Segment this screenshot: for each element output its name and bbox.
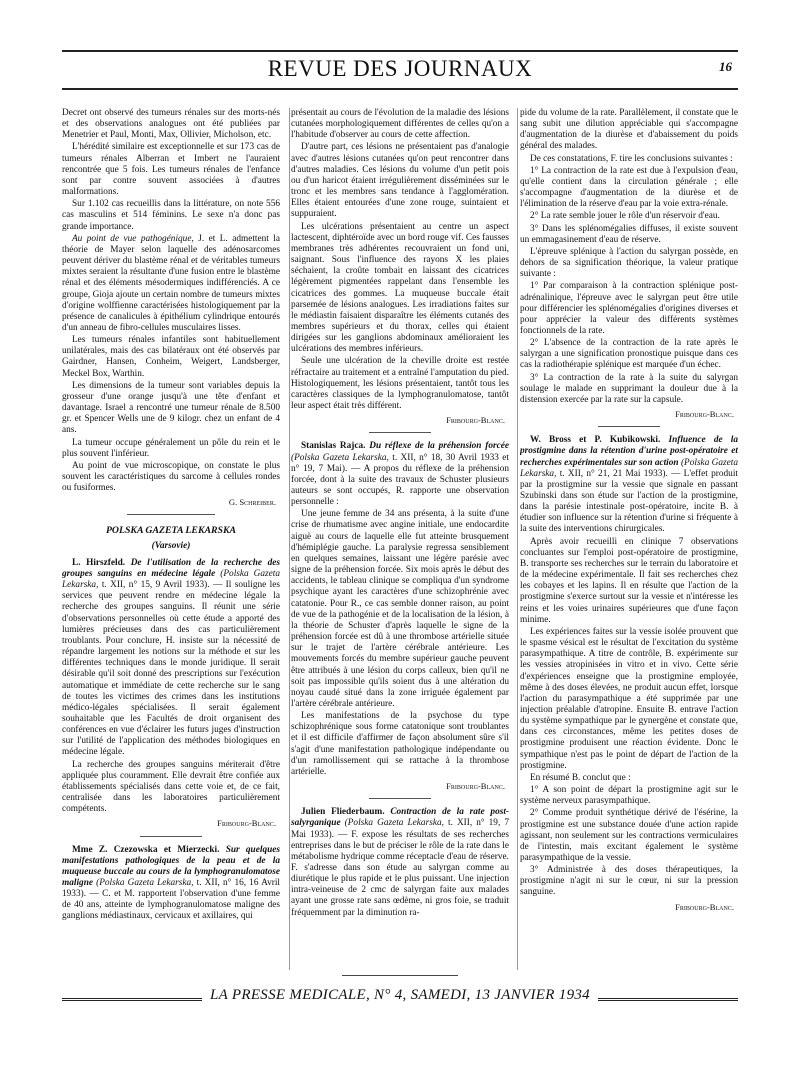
article-czezowska xyxy=(62,845,280,923)
signature: G. Schreiber. xyxy=(228,497,276,508)
end-rule xyxy=(342,975,458,976)
article-reference: (Polska Gazeta Lekarska, xyxy=(62,568,280,591)
separator xyxy=(369,798,430,799)
paragraph: 1° La contraction de la rate est due à l'expulsion d'eau, qu'elle contient dans la circulation générale ; elle s'accompagne d'augmentation de la diurèse et de l'élimination de la réserve d'eau par la voie extra-rénale. xyxy=(520,165,738,210)
paragraph: De ces constatations, F. tire les conclusions suivantes : xyxy=(530,153,733,164)
article-author: Mme Z. Czezowska et Mierzecki. xyxy=(72,844,220,855)
paragraph: 3° La contraction de la rate à la suite du salyrgan soulage le malade en supprimant la douleur due à la distension exercée par la rate sur la capsule. xyxy=(520,372,738,405)
paragraph: L'épreuve splénique à l'action du salyrgan possède, en dehors de sa signification théorique, la valeur pratique suivante : xyxy=(520,246,738,280)
paragraph: 1° Par comparaison à la contraction splénique post-adrénalinique, l'épreuve avec le salyrgan peut être utile pour différencier les splénomégalies d'origines diverses et pour apprécier la valeur des différents systèmes fonctionnels de la rate. xyxy=(520,281,738,336)
separator xyxy=(127,514,214,515)
column-3 xyxy=(520,108,738,970)
article-bross-kubikowski xyxy=(520,435,738,535)
page-title: REVUE DES JOURNAUX xyxy=(267,56,533,81)
paragraph: 2° L'absence de la contraction de la rate après le salyrgan a une signification pronostique puisque dans ces cas la radiothérapie splénique est marquée d'un échec. xyxy=(520,338,738,371)
signature: Fribourg-Blanc. xyxy=(675,409,734,420)
paragraph: pide du volume de la rate. Parallèlement, il constate que le sang subit une dilution appréciable qui s'accompagne d'augmentation de la diurèse et d'abaissement du poids général des malades. xyxy=(520,108,738,152)
paragraph: 2° Comme produit synthétique dérivé de l'ésérine, la prostigmine est une substance douée d'une action rapide agissant, non seulement sur les contractions vermiculaires de l'intestin, mais excitant également le système parasympathique de la vessie. xyxy=(520,808,738,863)
paragraph: Les manifestations de la psychose du type schizophrénique sous forme catatonique sont troublantes et il est difficile d'affirmer de façon absolument sûre s'il s'agit d'une manifestation pathologique indépendante ou d'un ramollissement qui se rattache à la thrombose artérielle. xyxy=(291,711,509,777)
article-body: t. XII, n° 16, 16 Avril 1933). — C. et M. rapportent l'observation d'une femme de 40 ans, atteinte de lymphogranulomatose maligne des ganglions médiastinaux, cervicaux et axillaires, qui xyxy=(62,878,280,922)
article-author: L. Hirszfeld. xyxy=(72,557,126,568)
paragraph: En résumé B. conclut que : xyxy=(530,772,631,783)
article-title: Sur quelques manifestations pathologiques de la peau et de la muqueuse buccale au cours de la lymphogranulomatose maligne xyxy=(62,844,280,888)
paragraph: Les dimensions de la tumeur sont variables depuis la grosseur d'une orange jusqu'à une tête d'enfant et davantage. Israel a rencontré une tumeur rénale de 8.500 gr. et Spencer Wells une de 9 kilogr. chez un enfant de 4 ans. xyxy=(62,380,280,436)
footer xyxy=(62,985,738,1015)
paragraph: La tumeur occupe généralement un pôle du rein et le plus souvent l'inférieur. xyxy=(62,437,280,459)
article-body: t. XII, n° 19, 7 Mai 1933). — F. expose les résultats de ses recherches entreprises dans le but de préciser le rôle de la rate dans le métabolisme hydrique comme réceptacle d'eau de réserve. F. s'adresse dans son étude au salyrgan comme au diurétique le plus rapide et le plus puissant. Une injection intra-veineuse de 2 cmc de salyrgan faite aux malades ayant une grosse rate sans œdème, ni gros foie, se traduit fréquemment par la diminution ra- xyxy=(291,818,509,918)
article-title: Du réflexe de la préhension forcée xyxy=(369,441,509,452)
paragraph: D'autre part, ces lésions ne présentaient pas d'analogie avec d'autres lésions cutanées qu'on peut rencontrer dans d'autres maladies. Ces lésions du volume d'un petit pois ou d'un haricot étaient irrégulièrement disséminées sur le tronc et les membres sans tendance à l'agglomération. Elles étaient entourées d'une zone rouge, suintaient et suppuraient. xyxy=(291,142,509,220)
article-body: t. XII, n° 18, 30 Avril 1933 et n° 19, 7 Mai). — A propos du réflexe de la préhension forcée, dont à la suite des travaux de Schuster plusieurs auteurs se sont occupés, R. rapporte une observation personnelle : xyxy=(291,452,509,508)
article-body: t. XII, n° 15, 9 Avril 1933). — Il souligne les services que peuvent rendre en médecine légale la recherche des groupes sanguins. Il réunit une série d'observations personnelles où cette étude a apporté des lumières précieuses dans des cas particulièrement troublants. Pour conclure, H. insiste sur la nécessité de répandre largement les notions sur la méthode et sur les différentes techniques dans le monde juridique. Il serait désirable qu'il soit donné des prescriptions sur l'exécution automatique et immédiate de cette recherche sur le sang de toutes les victimes des crimes dans les institutions médico-légales spécialisées. Il serait également souhaitable que les Facultés de droit organisent des conférences en vue d'éclairer les futurs juges d'instruction sur l'utilité de l'application des méthodes biologiques en médecine légale. xyxy=(62,580,280,758)
page-number: 16 xyxy=(719,59,732,74)
article-hirszfeld xyxy=(62,558,280,759)
header-bottom-rule xyxy=(62,88,738,90)
article-reference: (Polska Gazeta Lekarska, xyxy=(520,457,738,479)
masthead xyxy=(62,56,738,84)
separator xyxy=(140,836,201,837)
paragraph: 3° Administrée à des doses thérapeutiques, la prostigmine n'agit ni sur le cœur, ni sur la pression sanguine. xyxy=(520,865,738,898)
separator xyxy=(369,432,430,433)
article-title: Contraction de la rate post-salyrganique xyxy=(291,807,509,829)
paragraph: Après avoir recueilli en clinique 7 observations concluantes sur l'emploi post-opératoire de prostigmine, B. transporte ses recherches sur le terrain du laboratoire et de la médecine expérimentale. Il fait ses recherches chez les cobayes et les lapins. Il en résulte que l'action de la prostigmine s'exerce surtout sur la vessie et n'intéresse les reins et les voies urinaires supérieures que d'une façon minime. xyxy=(520,536,738,625)
article-fliederbaum xyxy=(291,807,509,919)
article-title: Influence de la prostigmine dans la rétention d'urine post-opératoire et recherches expérimentales sur son action xyxy=(520,435,738,468)
paragraph: Decret ont observé des tumeurs rénales sur des morts-nés et des observations analogues ont été publiées par Menetrier et Paul, Monti, Max, Ollivier, Micholson, etc. xyxy=(62,108,280,141)
paragraph: Au point de vue microscopique, on constate le plus souvent les caractéristiques du sarcome à cellules rondes ou fusiformes. xyxy=(62,460,280,494)
journal-section-title: POLSKA GAZETA LEKARSKA xyxy=(105,525,237,537)
article-reference: (Polska Gazeta Lekarska, xyxy=(291,452,389,463)
footer-text-wrap xyxy=(62,987,738,1004)
footer-text: LA PRESSE MEDICALE, N° 4, SAMEDI, 13 JANVIER 1934 xyxy=(202,987,598,1003)
emphasis: Au point de vue pathogénique, xyxy=(72,233,194,244)
column-1 xyxy=(62,108,280,970)
paragraph: Une jeune femme de 34 ans présenta, à la suite d'une crise de rhumatisme avec angine initiale, une endocardite aiguë au cours de laquelle elle fut atteinte brusquement d'hémiplégie gauche. La paralysie regressa sensiblement en quelques semaines, laissant une légère parésie avec signe de la préhension forcée. Six mois après le début des accidents, le tableau clinique se compliqua d'un syndrome psychique ayant les caractères d'une schizophrénie avec catatonie. Pour R., ce cas semble donner raison, au point de vue de la pathogénie et de la localisation de la lésion, à la théorie de Schuster d'après laquelle le signe de la préhension forcée est dû à une thrombose artérielle située sur le trajet de l'artère cérébrale antérieure. Les mouvements forcés du membre supérieur gauche peuvent être attribués à une lésion du corps calleux, bien qu'il ne soit pas impossible qu'ils soient dus à une altération du noyau caudé situé dans la zone irriguée également par l'artère cérébrale antérieure. xyxy=(291,509,509,709)
paragraph: Les expériences faites sur la vessie isolée prouvent que le spasme vésical est le résultat de l'excitation du système parasympathique. A titre de contrôle, B. expérimente sur les vessies atropinisées in vitro et in vivo. Cette série d'expériences enseigne que la prostigmine employée, même à des doses élevées, ne produit aucun effet, lorsque l'action du parasympathique a été supprimée par une injection préalable d'atropine. Ensuite B. entrave l'action du système sympathique par le gynergène et constate que, dans ces circonstances, même les petites doses de prostigmine produisent une réaction évidente. Donc le sympathique n'est pas le point de départ de l'action de la prostigmine. xyxy=(520,626,738,771)
paragraph: Seule une ulcération de la cheville droite est restée réfractaire au traitement et a entraîné l'amputation du pied. Histologiquement, les lésions présentaient, tantôt tous les caractères classiques de la lymphogranulomatose, tantôt leur aspect était très différent. xyxy=(291,356,509,412)
paragraph: La recherche des groupes sanguins mériterait d'être appliquée plus couramment. Elle devrait être confiée aux établissements spécialisés dans cette voie et, de ce fait, centralisée dans les laboratoires particulièrement compétents. xyxy=(62,759,280,815)
article-title: De l'utilisation de la recherche des groupes sanguins en médecine légale xyxy=(62,557,280,579)
paragraph: L'hérédité similaire est exceptionnelle et sur 173 cas de tumeurs rénales Alberran et Imbert ne l'auraient rencontrée que 5 fois. Les tumeurs rénales de l'enfance sont par contre souvent associées à d'autres malformations. xyxy=(62,142,280,198)
journal-section-city: (Varsovie) xyxy=(151,540,191,551)
article-author: Julien Fliederbaum. xyxy=(301,807,385,818)
article-body: t. XII, n° 21, 21 Mai 1933). — L'effet produit par la prostigmine sur la vessie que signale en passant Szubinski dans son étude sur l'action de la prostigmine, dans la parésie intestinale post-opératoire, incite B. à étudier son influence sur la rétention d'urine si fréquente à la suite des interventions chirurgicales. xyxy=(520,468,738,535)
paragraph xyxy=(62,234,280,334)
article-author: Stanislas Rajca. xyxy=(301,441,366,452)
article-columns xyxy=(62,108,738,970)
paragraph: Les tumeurs rénales infantiles sont habituellement unilatérales, mais des cas bilatéraux ont été observés par Gairdner, Hansen, Conheim, Weigert, Landsberger, Meckel Box, Warthin. xyxy=(62,335,280,379)
signature: Fribourg-Blanc. xyxy=(217,818,276,829)
signature: Fribourg-Blanc. xyxy=(675,901,734,912)
article-reference: (Polska Gazeta Lekarska, xyxy=(96,878,194,888)
paragraph: présentait au cours de l'évolution de la maladie des lésions cutanées morphologiquement différentes de celles qu'on a l'habitude d'observer au cours de cette affection. xyxy=(291,108,509,141)
header-top-rule xyxy=(62,50,738,52)
paragraph: 2° La rate semble jouer le rôle d'un réservoir d'eau. xyxy=(530,211,720,222)
paragraph: Sur 1.102 cas recueillis dans la littérature, on note 556 cas masculins et 514 féminins. Le sexe n'a donc pas grande importance. xyxy=(62,199,280,232)
article-rajca xyxy=(291,441,509,508)
paragraph: 1° A son point de départ la prostigmine agit sur le système nerveux parasympathique. xyxy=(520,785,738,807)
separator xyxy=(598,426,659,427)
paragraph: Les ulcérations présentaient au centre un aspect lactescent, diphtéroïde avec un bord rouge vif. Ces fausses membranes très adhérentes recouvraient un fond uni, saignant. Sous l'influence des rayons X les plaies séchaient, la croûte tombait en laissant des cicatrices légèrement pigmentées rappelant dans l'ensemble les cicatrices des gommes. La muqueuse buccale était parsemée de lésions analogues. Les irradiations faites sur le médiastin faisaient disparaître les éléments cutanés des membres supérieurs et du thorax, celles qui étaient dirigées sur les ganglions abdominaux amélioraient les ulcérations des membres inférieurs. xyxy=(291,221,509,355)
paragraph: 3° Dans les splénomégalies diffuses, il existe souvent un emmagasinement d'eau de réserve. xyxy=(520,223,738,245)
paragraph-text: J. et L. admettent la théorie de Mayer selon laquelle des adénosarcomes peuvent dériver du blastème rénal et de véritables tumeurs mixtes seraient la résultante d'une fusion entre le blastème rénal et des éléments mésodermiques indifférenciés. A ce groupe, Gioja ajoute un certain nombre de tumeurs mixtes d'origine wolffienne caractérisées histologiquement par la présence de canalicules à épithélium cylindrique entourés d'un anneau de fibro-cellules musculaires lisses. xyxy=(62,233,280,333)
article-author: W. Bross et P. Kubikowski. xyxy=(530,435,661,446)
signature: Fribourg-Blanc. xyxy=(446,415,505,426)
column-2 xyxy=(291,108,509,970)
article-reference: (Polska Gazeta Lekarska, xyxy=(344,818,444,829)
signature: Fribourg-Blanc. xyxy=(446,781,505,792)
